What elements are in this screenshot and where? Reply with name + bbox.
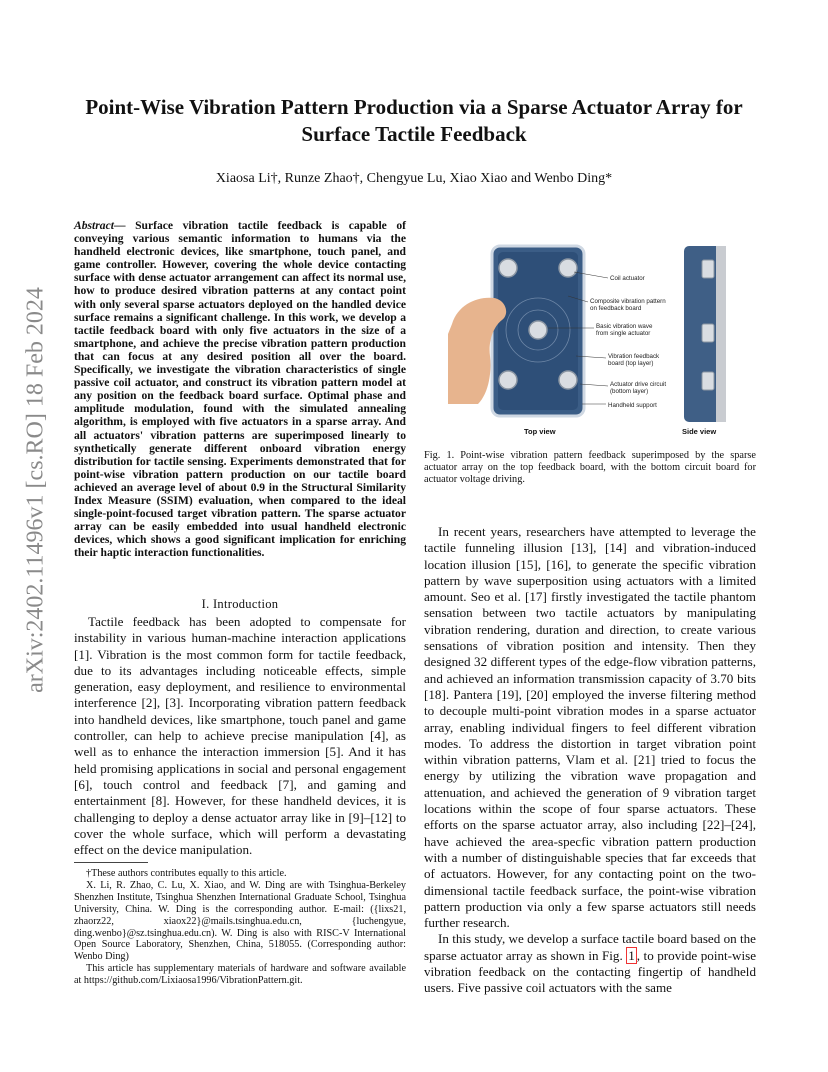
intro-paragraph: Tactile feedback has been adopted to compensate for instability in various human-machine interaction applications [1]. Vibration is the most common form for tactile feedback, due to its advantages including noticeable effects, simple generation, easy deployment, and resilience to environmental interference [2], [3]. Incorporating vibration pattern feedback into handheld devices, like smartphone, touch panel and game controller, can help to achieve precise manipulation [4], as well as to enhance the interaction immersion [5]. And it has held promising applications in social and personal engagement [6], touch control and feedback [7], and gaming and entertainment [8]. However, for these handheld devices, it is challenging to deploy a dense actuator array like in [9]–[12] to cover the whole surface, which will perform a devastating effect on the device manipulation. [74,614,406,858]
abstract-label: Abstract— [74,219,126,232]
figure-label: Composite vibration pattern [590,298,666,305]
abstract [74,219,406,559]
figure-label: board (top layer) [608,360,654,367]
footnote-affiliations: X. Li, R. Zhao, C. Lu, X. Xiao, and W. Ding are with Tsinghua-Berkeley Shenzhen Institute, Tsinghua Shenzhen International Graduate School, Tsinghua University, China. W. Ding is the corresponding author. E-mail: ({lixs21, zhaorz22, xiaox22}@mails.tsinghua.edu.cn, {luchengyue, ding.wenbo}@sz.tsinghua.edu.cn). W. Ding is also with RISC-V International Open Source Laboratory, Shenzhen, China, 518055. (Corresponding author: Wenbo Ding) [74,879,406,963]
figure-1-caption: Fig. 1. Point-wise vibration pattern feedback superimposed by the sparse actuator array on the top feedback board, with the bottom circuit board for actuator voltage driving. [424,450,756,485]
arxiv-sidebar [18,287,54,693]
figure-label: from single actuator [596,330,651,337]
right-paragraph-2-start: In this study, we develop a surface tactile board based on the sparse actuator array as shown in Fig. [424,931,756,963]
footnote-rule [74,862,148,863]
footnote-supplementary: This article has supplementary materials of hardware and software available at https://github.com/Lixiaosa1996/VibrationPattern.git. [74,963,406,987]
figure-1-link[interactable]: 1 [628,947,635,963]
side-view-label: Side view [682,427,717,436]
right-paragraph-2 [424,931,756,996]
section-heading: I. Introduction [201,597,279,611]
footnotes [74,868,406,987]
author-list: Xiaosa Li†, Runze Zhao†, Chengyue Lu, Xiao Xiao and Wenbo Ding* [215,171,613,186]
figure-label: Handheld support [608,402,657,409]
top-view-label: Top view [524,427,556,436]
figure-label: Vibration feedback [608,353,660,360]
figure-label: Coil actuator [610,275,645,282]
figure-1 [448,244,738,440]
intro-column [74,614,406,858]
right-column [424,524,756,997]
figure-label: (bottom layer) [610,388,649,395]
footnote-equal-contribution: †These authors contributes equally to this article. [86,868,287,879]
paper-title: Point-Wise Vibration Pattern Production via a Sparse Actuator Array for Surface Tactile Feedback [85,95,743,146]
right-paragraph-2-end: , to provide point-wise vibration feedback on the contacting fingertip of handheld users. Five passive coil actuators with the same [424,947,757,996]
figure-label: Actuator drive circuit [610,381,667,388]
abstract-text: Surface vibration tactile feedback is capable of conveying various semantic information to humans via the handheld electronic devices, like smartphone, touch panel, and game controller. However, covering the whole device contacting surface with dense actuator arrangement can affect its normal use, how to produce desired vibration patterns at any contact point with only several sparse actuators deployed on the handled device surface remains a significant challenge. In this work, we develop a tactile feedback board with only five actuators in the size of a smartphone, and achieve the precise vibration pattern production that can focus at any desired position all over the board. Specifically, we investigate the vibration characteristics of single passive coil actuator, and construct its vibration pattern model at any position on the feedback board surface. Optimal phase and amplitude modulation, found with the simulated annealing algorithm, is employed with five actuators in a sparse array. And all actuators' vibration patterns are superimposed linearly to synthetically generate different onboard vibration energy distribution for tactile sensing. Experiments demonstrated that for point-wise vibration pattern production on our tactile board achieved an average level of about 0.9 in the Structural Similarity Index Measure (SSIM) evaluation, when compared to the ideal single-point-focused target vibration pattern. The sparse actuator array can be easily embedded into usual handheld electronic devices, which shows a good significant implication for enriching their haptic interaction functionalities. [74,219,406,560]
right-paragraph-1: In recent years, researchers have attempted to leverage the tactile funneling illusion [13], [14] and vibration-induced location illusion [15], [16], to generate the specific vibration pattern by wave superposition using actuators with a limited amount. Seo et al. [17] firstly investigated the tactile phantom sensation between two tactile actuators by manipulating vibration rendering, duration and direction, to create various sensations of vibration position and intensity. Then they designed 32 different types of the edge-flow vibration patterns, and achieved an information transmission capacity of 3.70 bits [18]. Pantera [19], [20] employed the inverse filtering method to decouple multi-point vibration modes in a sparse actuator array, enabling individual fingers to feel different vibration modes. To address the distortion in target vibration point within vibration patterns, Vlam et al. [21] tried to focus the energy by utilizing the vibration wave propagation and attenuation, and achieved the generation of 9 vibration target locations within the scope of four sparse actuators. These efforts on the sparse actuator array, also including [22]–[24], have achieved the area-specfic vibration pattern production with a number of distinguishable species that far exceeds that of actuators. However, for any contacting point on the two-dimensional tactile feedback surface, the point-wise vibration pattern production via only a few sparse actuators still needs further research. [424,524,756,931]
figure-1-image [448,244,738,440]
figure-label: on feedback board [590,305,642,312]
figure-label: Basic vibration wave [596,323,653,330]
arxiv-identifier[interactable]: arXiv:2402.11496v1 [cs.RO] 18 Feb 2024 [22,287,49,693]
